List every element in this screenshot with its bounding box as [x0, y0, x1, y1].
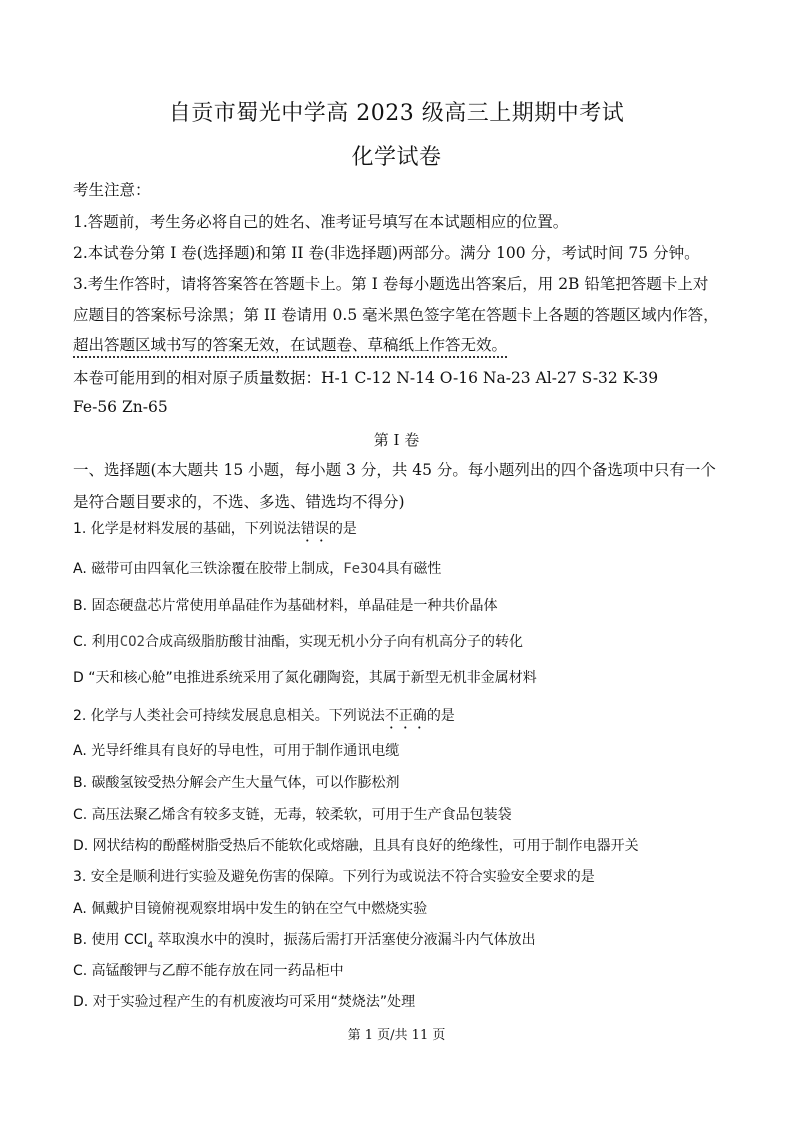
- question-2-stem: [73, 705, 733, 732]
- option-c-suffix: 合成高级脂肪酸甘油酯，实现无机小分子向有机高分子的转化: [144, 634, 523, 650]
- question-1-option-b: B. 固态硬盘芯片常使用单晶硅作为基础材料，单晶硅是一种共价晶体: [73, 598, 498, 614]
- question-2-stem-suffix: 的是: [426, 708, 455, 724]
- question-1-option-a: [73, 558, 733, 578]
- notice-item-3-line-1: 3.考生作答时，请将答案答在答题卡上。第 I 卷每小题选出答案后，用 2B 铅笔把答题卡上对: [73, 275, 709, 293]
- part-1-label: 第 I 卷: [373, 431, 420, 449]
- page-footer: 第 1 页/共 11 页: [347, 1028, 446, 1043]
- option-a-suffix: 具有磁性: [385, 561, 442, 577]
- question-2-stem-prefix: 2. 化学与人类社会可持续发展息息相关。下列说法: [73, 708, 385, 724]
- notice-item-3-text: 超出答题区域书写的答案无效，在试题卷、草稿纸上作答无效。: [73, 336, 507, 358]
- notice-item-2: 2.本试卷分第 I 卷(选择题)和第 II 卷(非选择题)两部分。满分 100 分，考试时间 75 分钟。: [73, 244, 700, 262]
- atomic-mass-line-1: 本卷可能用到的相对原子质量数据：H-1 C-12 N-14 O-16 Na-23 Al-27 S-32 K-39: [73, 369, 659, 387]
- question-1-option-c: [73, 631, 733, 651]
- co2-formula: CO2: [119, 634, 145, 650]
- question-2-option-d: D. 网状结构的酚醛树脂受热后不能软化或熔融，且具有良好的绝缘性，可用于制作电器开关: [73, 838, 639, 854]
- part-1-instructions-line-1: 一、选择题(本大题共 15 小题，每小题 3 分，共 45 分。每小题列出的四个备选项中只有一个: [73, 461, 716, 479]
- part-1-instructions-line-2: 是符合题目要求的，不选、多选、错选均不得分): [73, 493, 405, 511]
- question-2-option-a: A. 光导纤维具有良好的导电性，可用于制作通讯电缆: [73, 743, 400, 759]
- exam-subtitle: 化学试卷: [351, 145, 442, 170]
- option-a-text: A. 磁带可由四氧化三铁涂覆在胶带上制成，: [73, 561, 344, 577]
- option-b-text: B. 使用 CCl: [73, 932, 148, 948]
- question-1-option-d: D “天和核心舱”电推进系统采用了氮化硼陶瓷，其属于新型无机非金属材料: [73, 670, 537, 686]
- question-1-stem-emphasis: 错误: [300, 521, 329, 537]
- question-3-option-c: C. 高锰酸钾与乙醇不能存放在同一药品柜中: [73, 963, 344, 979]
- question-1-stem: [73, 518, 733, 545]
- question-3-stem: 3. 安全是顺利进行实验及避免伤害的保障。下列行为或说法不符合实验安全要求的是: [73, 869, 595, 885]
- notice-item-3-line-3: [73, 333, 733, 355]
- question-2-option-b: B. 碳酸氢铵受热分解会产生大量气体，可以作膨松剂: [73, 775, 400, 791]
- question-1-stem-prefix: 1. 化学是材料发展的基础，下列说法: [73, 521, 301, 537]
- question-3-option-b: [73, 929, 733, 951]
- question-1-stem-suffix: 的是: [328, 521, 357, 537]
- question-2-option-c: C. 高压法聚乙烯含有较多支链，无毒，较柔软，可用于生产食品包装袋: [73, 807, 512, 823]
- ccl4-subscript: 4: [147, 940, 154, 951]
- question-3-option-d: D. 对于实验过程产生的有机废液均可采用“焚烧法”处理: [73, 994, 416, 1010]
- option-c-text: C. 利用: [73, 634, 120, 650]
- question-2-stem-emphasis: 不正确: [384, 708, 427, 724]
- atomic-mass-line-2: Fe-56 Zn-65: [73, 398, 168, 416]
- fe3o4-formula: Fe3O4: [343, 561, 386, 577]
- option-b-suffix: 萃取溴水中的溴时，振荡后需打开活塞使分液漏斗内气体放出: [153, 932, 536, 948]
- question-3-option-a: A. 佩戴护目镜俯视观察坩埚中发生的钠在空气中燃烧实验: [73, 901, 428, 917]
- notice-item-1: 1.答题前，考生务必将自己的姓名、准考证号填写在本试题相应的位置。: [73, 213, 569, 231]
- exam-title: 自贡市蜀光中学高 2023 级高三上期期中考试: [168, 101, 625, 126]
- notice-heading: 考生注意：: [73, 181, 151, 199]
- notice-item-3-line-2: 应题目的答案标号涂黑；第 II 卷请用 0.5 毫米黑色签字笔在答题卡上各题的答题区域内作答，: [73, 306, 719, 324]
